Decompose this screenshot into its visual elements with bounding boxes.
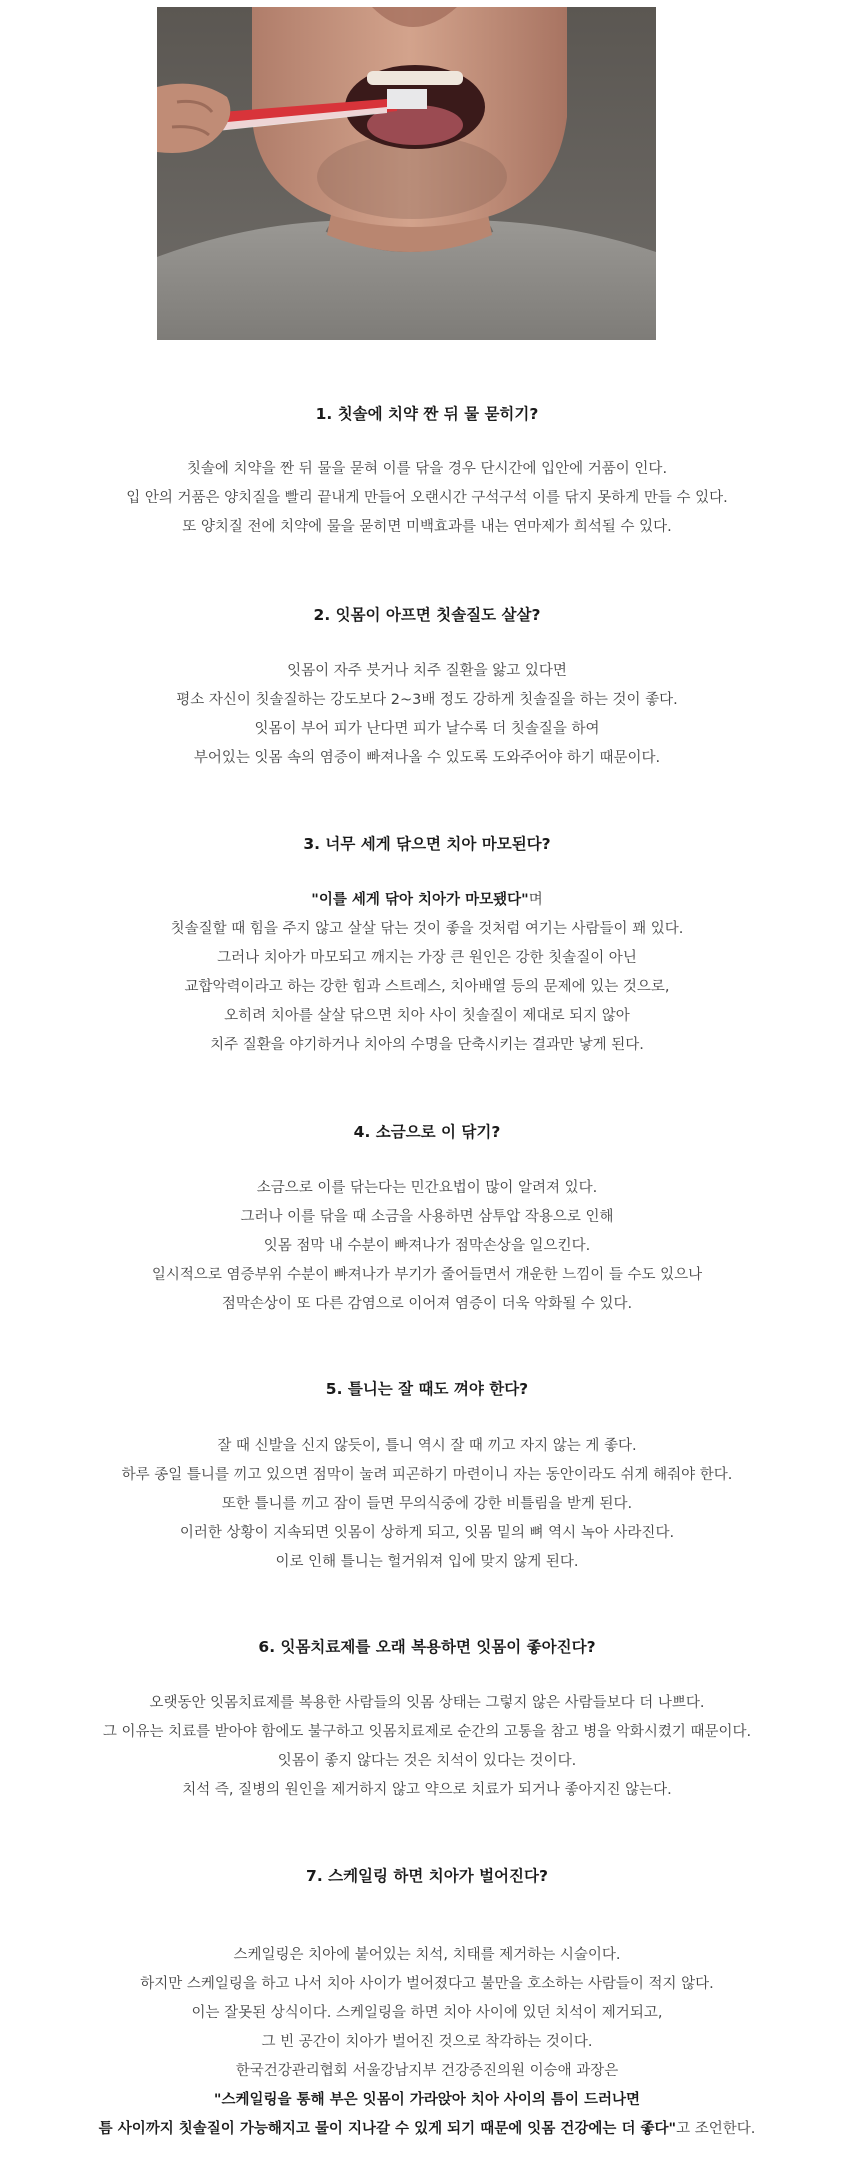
paragraph-line: 또 양치질 전에 치약에 물을 묻히면 미백효과를 내는 연마제가 희석될 수 있다. <box>182 519 672 535</box>
paragraph-line: 소금으로 이를 닦는다는 민간요법이 많이 알려져 있다. <box>256 1180 598 1196</box>
paragraph-line: 그러나 이를 닦을 때 소금을 사용하면 삼투압 작용으로 인해 <box>240 1209 614 1225</box>
section-3-body <box>0 886 854 1060</box>
section-6-body <box>0 1689 854 1805</box>
quote-line: "스케일링을 통해 부은 잇몸이 가라앉아 치아 사이의 틈이 드러나면 <box>213 2092 641 2108</box>
paragraph-line: 칫솔질할 때 힘을 주지 않고 살살 닦는 것이 좋을 것처럼 여기는 사람들이 꽤 있다. <box>170 921 684 937</box>
section-4 <box>0 1122 854 1142</box>
paragraph-line: 한국건강관리협회 서울강남지부 건강증진의원 이승애 과장은 <box>235 2063 619 2079</box>
section-2-body <box>0 657 854 773</box>
paragraph-line: 그 이유는 치료를 받아야 함에도 불구하고 잇몸치료제로 순간의 고통을 참고 병을 악화시켰기 때문이다. <box>102 1724 752 1740</box>
paragraph-line: 그 빈 공간이 치아가 벌어진 것으로 착각하는 것이다. <box>261 2034 593 2050</box>
paragraph-line: 치석 즉, 질병의 원인을 제거하지 않고 약으로 치료가 되거나 좋아지진 않는다. <box>182 1782 672 1798</box>
quote-bold: 틈 사이까지 칫솔질이 가능해지고 물이 지나갈 수 있게 되기 때문에 잇몸 건강에는 더 좋다" <box>98 2121 677 2137</box>
paragraph-line: 잘 때 신발을 신지 않듯이, 틀니 역시 잘 때 끼고 자지 않는 게 좋다. <box>217 1438 637 1454</box>
quote-tail: 고 조언한다. <box>676 2121 756 2137</box>
section-7-body <box>0 1941 854 2144</box>
toothbrush-photo <box>157 7 656 340</box>
toothbrush-photo-icon <box>157 7 656 340</box>
paragraph-line: 부어있는 잇몸 속의 염증이 빠져나올 수 있도록 도와주어야 하기 때문이다. <box>193 750 661 766</box>
section-heading: 6. 잇몸치료제를 오래 복용하면 잇몸이 좋아진다? <box>258 1638 596 1656</box>
paragraph-line: 점막손상이 또 다른 감염으로 이어져 염증이 더욱 악화될 수 있다. <box>221 1296 633 1312</box>
paragraph-line: 잇몸 점막 내 수분이 빠져나가 점막손상을 일으킨다. <box>263 1238 591 1254</box>
section-heading: 4. 소금으로 이 닦기? <box>353 1123 501 1141</box>
paragraph-line: 이는 잘못된 상식이다. 스케일링을 하면 치아 사이에 있던 치석이 제거되고, <box>191 2005 663 2021</box>
paragraph-line <box>0 2115 854 2144</box>
section-1 <box>0 404 854 424</box>
paragraph-line: 입 안의 거품은 양치질을 빨리 끝내게 만들어 오랜시간 구석구석 이를 닦지 못하게 만들 수 있다. <box>126 490 728 506</box>
paragraph-line: 칫솔에 치약을 짠 뒤 물을 묻혀 이를 닦을 경우 단시간에 입안에 거품이 인다. <box>186 461 668 477</box>
paragraph-line: 하루 종일 틀니를 끼고 있으면 점막이 눌려 피곤하기 마련이니 자는 동안이라도 쉬게 해줘야 한다. <box>121 1467 733 1483</box>
quote-tail: 며 <box>528 892 543 908</box>
paragraph-line: 잇몸이 좋지 않다는 것은 치석이 있다는 것이다. <box>277 1753 577 1769</box>
section-heading: 2. 잇몸이 아프면 칫솔질도 살살? <box>313 606 541 624</box>
paragraph-line: 스케일링은 치아에 붙어있는 치석, 치태를 제거하는 시술이다. <box>233 1947 621 1963</box>
paragraph-line: 오히려 치아를 살살 닦으면 치아 사이 칫솔질이 제대로 되지 않아 <box>224 1008 630 1024</box>
section-heading: 5. 틀니는 잘 때도 껴야 한다? <box>325 1380 529 1398</box>
paragraph-line: 치주 질환을 야기하거나 치아의 수명을 단축시키는 결과만 낳게 된다. <box>210 1037 644 1053</box>
section-7 <box>0 1866 854 1886</box>
paragraph-line: 잇몸이 부어 피가 난다면 피가 날수록 더 칫솔질을 하여 <box>254 721 600 737</box>
section-heading: 1. 칫솔에 치약 짠 뒤 물 묻히기? <box>315 405 539 423</box>
paragraph-line: 이러한 상황이 지속되면 잇몸이 상하게 되고, 잇몸 밑의 뼈 역시 녹아 사라진다. <box>179 1525 675 1541</box>
quote-bold: "이를 세게 닦아 치아가 마모됐다" <box>311 892 529 908</box>
section-2 <box>0 605 854 625</box>
section-5 <box>0 1379 854 1399</box>
paragraph-line: 오랫동안 잇몸치료제를 복용한 사람들의 잇몸 상태는 그렇지 않은 사람들보다 더 나쁘다. <box>149 1695 705 1711</box>
paragraph-line: 하지만 스케일링을 하고 나서 치아 사이가 벌어졌다고 불만을 호소하는 사람들이 적지 않다. <box>140 1976 714 1992</box>
paragraph-line: 교합악력이라고 하는 강한 힘과 스트레스, 치아배열 등의 문제에 있는 것으로, <box>184 979 670 995</box>
section-6 <box>0 1637 854 1657</box>
section-1-body <box>0 455 854 542</box>
paragraph-line: 일시적으로 염증부위 수분이 빠져나가 부기가 줄어들면서 개운한 느낌이 들 수도 있으나 <box>151 1267 703 1283</box>
section-heading: 7. 스케일링 하면 치아가 벌어진다? <box>306 1867 548 1885</box>
section-3 <box>0 834 854 854</box>
section-heading: 3. 너무 세게 닦으면 치아 마모된다? <box>303 835 551 853</box>
paragraph-line: 이로 인해 틀니는 헐거워져 입에 맞지 않게 된다. <box>275 1554 579 1570</box>
paragraph-line <box>0 886 854 915</box>
paragraph-line: 평소 자신이 칫솔질하는 강도보다 2~3배 정도 강하게 칫솔질을 하는 것이 좋다. <box>176 692 678 708</box>
paragraph-line: 그러나 치아가 마모되고 깨지는 가장 큰 원인은 강한 칫솔질이 아닌 <box>217 950 637 966</box>
paragraph-line: 잇몸이 자주 붓거나 치주 질환을 앓고 있다면 <box>287 663 567 679</box>
paragraph-line: 또한 틀니를 끼고 잠이 들면 무의식중에 강한 비틀림을 받게 된다. <box>221 1496 633 1512</box>
section-4-body <box>0 1174 854 1319</box>
section-5-body <box>0 1432 854 1577</box>
